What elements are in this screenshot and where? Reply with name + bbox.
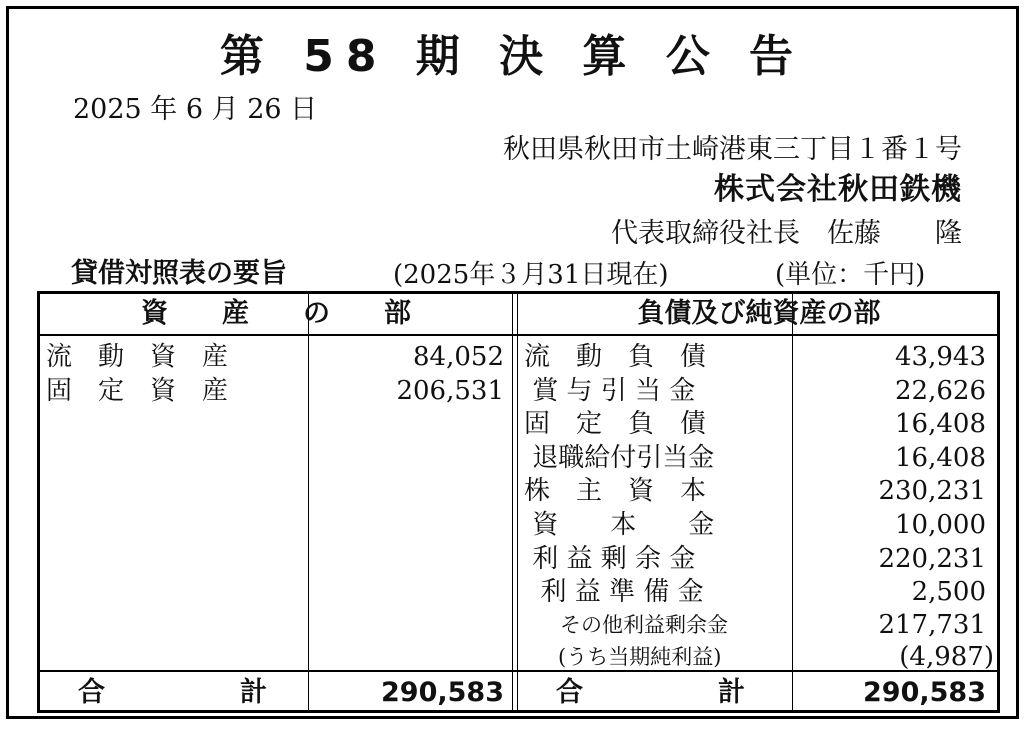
liability-label: 流 動 負 債 xyxy=(524,342,707,372)
assets-header: 資 産 の 部 xyxy=(141,298,411,329)
liability-value: 43,943 xyxy=(895,342,986,372)
liability-label: 賞 与 引 当 金 xyxy=(524,376,696,406)
unit-label: (単位：千円) xyxy=(775,260,926,290)
asset-label: 固 定 資 産 xyxy=(46,376,229,406)
balance-sheet-table xyxy=(37,291,1000,713)
balance-sheet-title: 貸借対照表の要旨 xyxy=(71,258,287,289)
notice-date: 2025 年 6 月 26 日 xyxy=(73,94,318,125)
liability-value: 230,231 xyxy=(878,476,986,506)
notice-title: 第 58 期 決 算 公 告 xyxy=(219,31,806,82)
liability-label: (うち当期純利益) xyxy=(558,645,722,669)
liability-label: 利 益 剰 余 金 xyxy=(524,544,696,574)
asset-value: 206,531 xyxy=(396,376,504,406)
liability-label: その他利益剰余金 xyxy=(560,613,728,637)
assets-total-label: 合 計 xyxy=(78,677,267,708)
center-double-divider xyxy=(512,294,518,710)
liabilities-header: 負債及び純資産の部 xyxy=(637,298,881,329)
company-address: 秋田県秋田市土崎港東三丁目１番１号 xyxy=(503,134,962,165)
financial-notice xyxy=(6,6,1019,719)
representative: 代表取締役社長 佐藤 隆 xyxy=(611,218,962,249)
liability-value: (4,987) xyxy=(899,642,994,672)
liability-value: 10,000 xyxy=(895,510,986,540)
liability-value: 16,408 xyxy=(895,443,986,473)
as-of-date: (2025年３月31日現在) xyxy=(393,260,669,290)
liability-value: 16,408 xyxy=(895,409,986,439)
asset-label: 流 動 資 産 xyxy=(46,342,229,372)
header-divider xyxy=(40,334,997,336)
liability-value: 2,500 xyxy=(911,577,986,607)
liability-label: 株 主 資 本 xyxy=(524,476,707,506)
column-divider xyxy=(308,294,309,710)
liability-label: 退職給付引当金 xyxy=(524,443,715,473)
liability-label: 固 定 負 債 xyxy=(524,409,707,439)
liability-value: 22,626 xyxy=(895,376,986,406)
asset-value: 84,052 xyxy=(413,342,504,372)
column-divider xyxy=(792,294,793,710)
liabilities-total-value: 290,583 xyxy=(863,677,986,708)
liabilities-total-label: 合 計 xyxy=(556,677,745,708)
assets-total-value: 290,583 xyxy=(381,677,504,708)
liability-label: 利 益 準 備 金 xyxy=(524,577,704,607)
liability-label: 資 本 金 xyxy=(524,510,715,540)
liability-value: 217,731 xyxy=(878,610,986,640)
liability-value: 220,231 xyxy=(878,544,986,574)
company-name: 株式会社秋田鉄機 xyxy=(714,172,962,207)
